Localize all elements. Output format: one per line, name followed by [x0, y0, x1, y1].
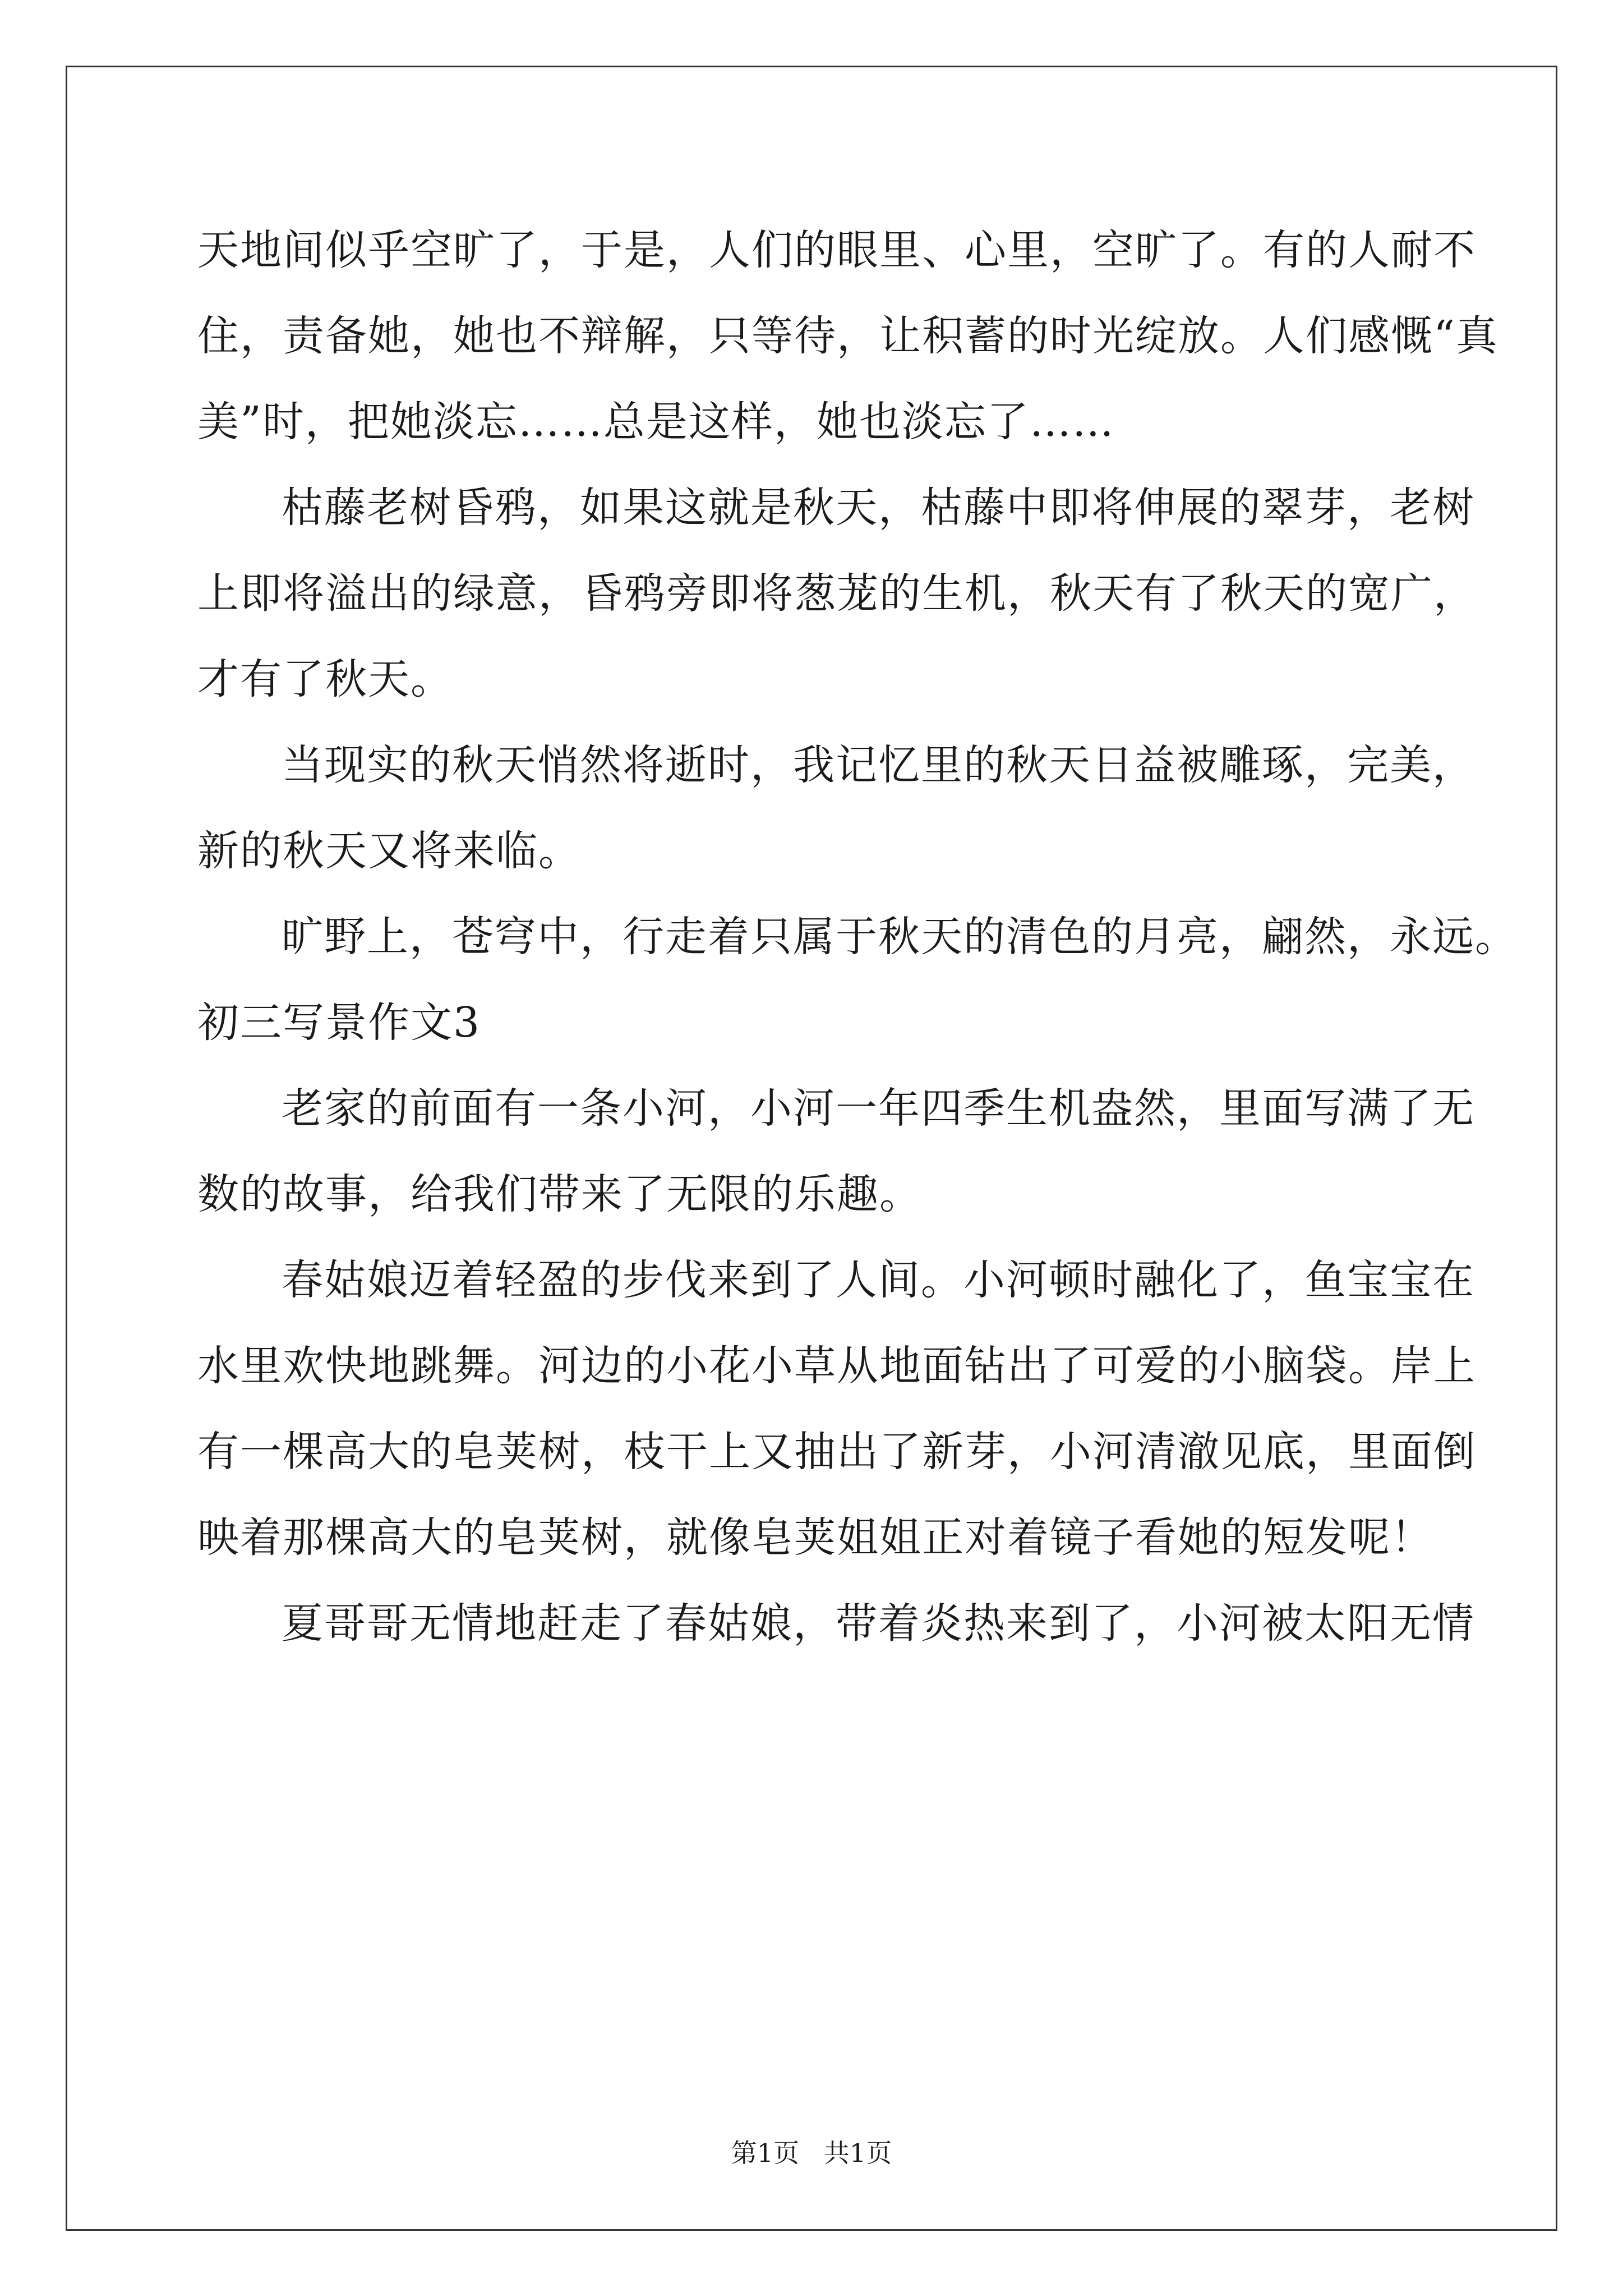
text-line: 住，责备她，她也不辩解，只等待，让积蓄的时光绽放。人们感慨“真	[197, 312, 1498, 360]
document-body	[197, 208, 1518, 1667]
text-line: 夏哥哥无情地赶走了春姑娘，带着炎热来到了，小河被太阳无情	[282, 1599, 1475, 1648]
text-line: 才有了秋天。	[197, 655, 453, 703]
text-line: 老家的前面有一条小河，小河一年四季生机盎然，里面写满了无	[282, 1084, 1475, 1133]
text-line: 上即将溢出的绿意，昏鸦旁即将葱茏的生机，秋天有了秋天的宽广，	[197, 569, 1476, 618]
text-line: 春姑娘迈着轻盈的步伐来到了人间。小河顿时融化了，鱼宝宝在	[282, 1256, 1475, 1304]
text-line: 新的秋天又将来临。	[197, 827, 581, 875]
text-line: 水里欢快地跳舞。河边的小花小草从地面钻出了可爱的小脑袋。岸上	[197, 1342, 1476, 1390]
text-line: 当现实的秋天悄然将逝时，我记忆里的秋天日益被雕琢，完美，	[282, 741, 1475, 789]
text-line: 枯藤老树昏鸦，如果这就是秋天，枯藤中即将伸展的翠芽，老树	[282, 484, 1475, 532]
text-line: 映着那棵高大的皂荚树，就像皂荚姐姐正对着镜子看她的短发呢！	[197, 1513, 1433, 1562]
section-heading: 初三写景作文3	[197, 999, 481, 1047]
text-line: 旷野上，苍穹中，行走着只属于秋天的清色的月亮，翩然，永远。	[282, 913, 1518, 961]
text-line: 有一棵高大的皂荚树，枝干上又抽出了新芽，小河清澈见底，里面倒	[197, 1428, 1476, 1476]
page-number-footer: 第1页 共1页	[731, 2138, 892, 2168]
text-line: 数的故事，给我们带来了无限的乐趣。	[197, 1170, 922, 1218]
text-line: 美”时，把她淡忘……总是这样，她也淡忘了……	[197, 398, 1115, 446]
text-line: 天地间似乎空旷了，于是，人们的眼里、心里，空旷了。有的人耐不	[197, 226, 1476, 274]
